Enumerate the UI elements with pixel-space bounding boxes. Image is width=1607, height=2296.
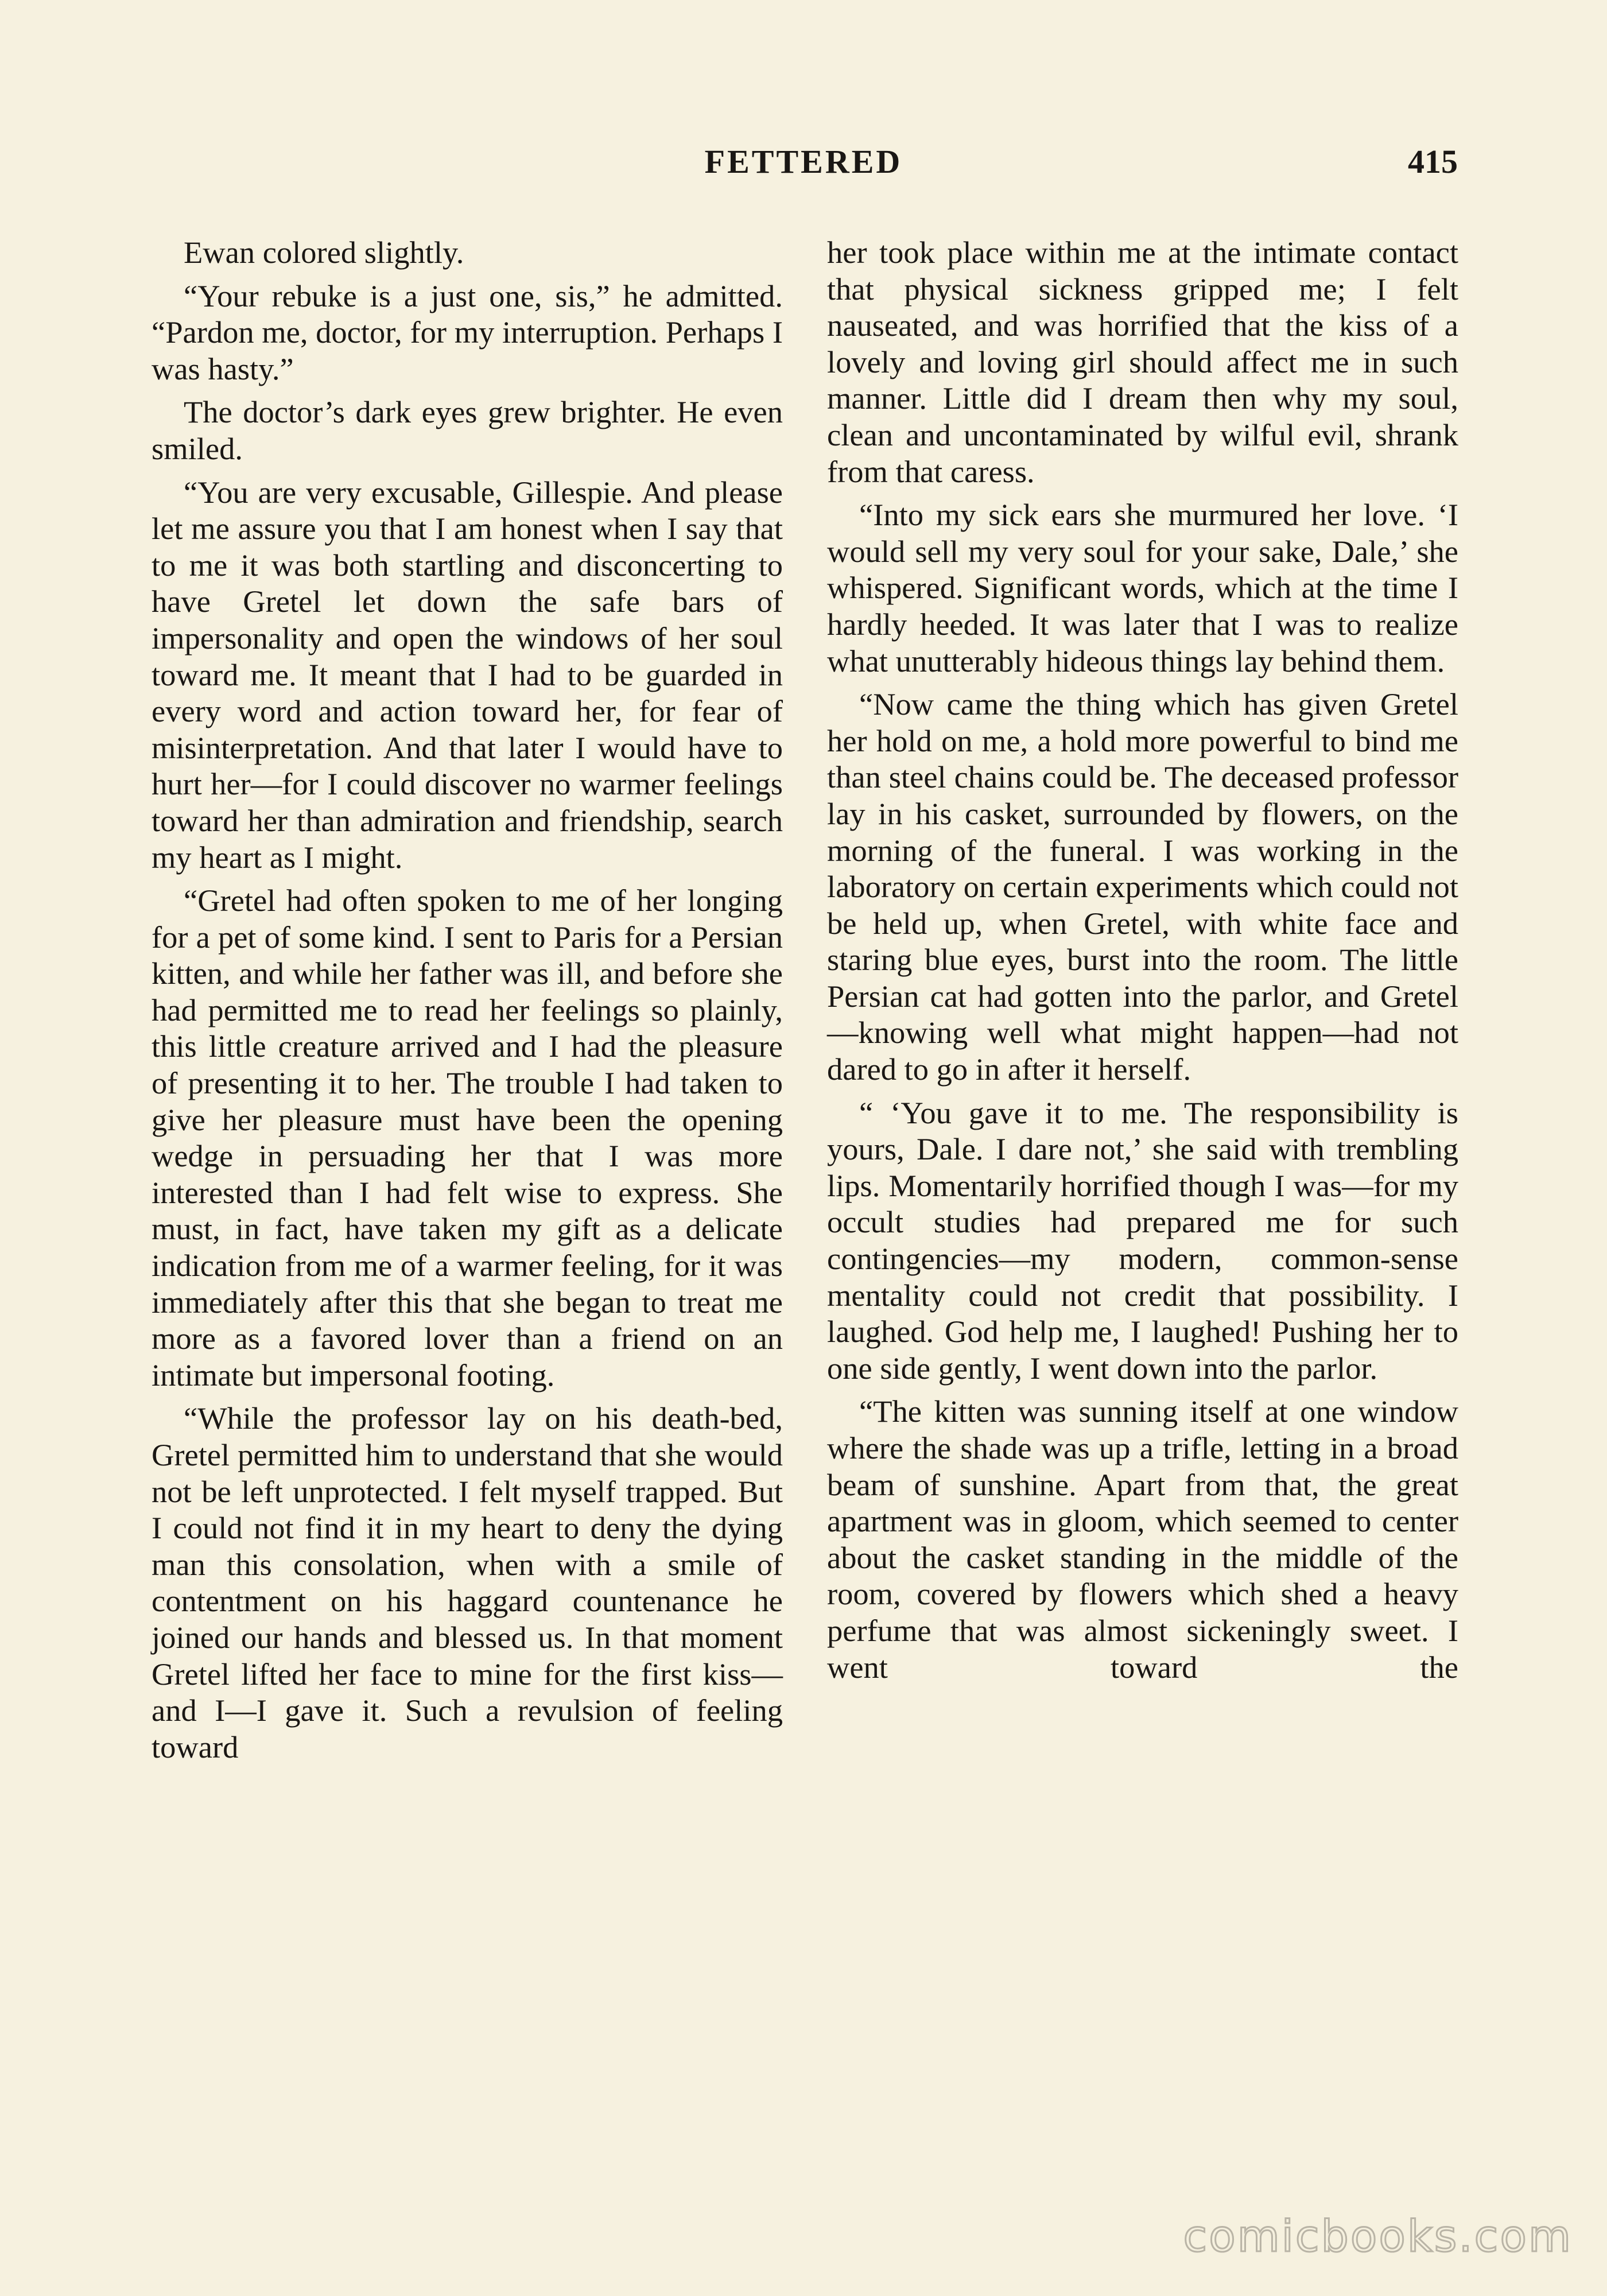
site-watermark: comicbooks.com xyxy=(1183,2210,1573,2262)
paragraph: “You are very excusable, Gillespie. And please let me assure you that I am honest when I say that to me it was both startling and disconcerting to have Gretel let down the safe bars of impersonality and open the windows of her soul toward me. It meant that I had to be guarded in every word and action toward her, for fear of misinterpretation. And that later I would have to hurt her—for I could discover no warmer feelings toward her than admiration and friendship, search my heart as I might. xyxy=(152,474,783,875)
page-number: 415 xyxy=(1408,143,1458,180)
paragraph: The doctor’s dark eyes grew brighter. He even smiled. xyxy=(152,394,783,466)
page-header xyxy=(149,142,1458,188)
paragraph: “Now came the thing which has given Gretel her hold on me, a hold more powerful to bind me than steel chains could be. The deceased professor lay in his casket, surrounded by flowers, on the morning of the funeral. I was working in the laboratory on certain experiments which could not be held up, when Gretel, with white face and staring blue eyes, burst into the room. The little Persian cat had gotten into the parlor, and Gretel—knowing well what might happen—had not dared to go in after it herself. xyxy=(827,687,1458,1087)
paragraph: “The kitten was sunning itself at one window where the shade was up a trifle, letting in a broad beam of sunshine. Apart from that, the great apartment was in gloom, which seemed to center about the casket standing in the middle of the room, covered by flowers which shed a heavy perfume that was almost sickeningly sweet. I went toward the xyxy=(827,1394,1458,1685)
paragraph: Ewan colored slightly. xyxy=(184,235,464,270)
paragraph-continued: her took place within me at the intimate contact that physical sickness gripped me; I felt nauseated, and was horrified that the kiss of a lovely and loving girl should affect me in such manner. Little did I dream then why my soul, clean and uncontaminated by wilful evil, shrank from that caress. xyxy=(827,235,1458,489)
paragraph: “Your rebuke is a just one, sis,” he admitted. “Pardon me, doctor, for my interruption. Perhaps I was hasty.” xyxy=(152,278,783,386)
paragraph: “Into my sick ears she murmured her love. ‘I would sell my very soul for your sake, Dale,’ she whispered. Significant words, which at the time I hardly heeded. It was later that I was to realize what unutterably hideous things lay behind them. xyxy=(827,497,1458,678)
left-text-column xyxy=(152,234,783,1772)
right-text-column xyxy=(827,234,1458,1692)
running-head-title: FETTERED xyxy=(704,143,903,180)
paragraph: “While the professor lay on his death-bed, Gretel permitted him to understand that she would not be left unprotected. I felt myself trapped. But I could not find it in my heart to deny the dying man this consolation, when with a smile of contentment on his haggard countenance he joined our hands and blessed us. In that moment Gretel lifted her face to mine for the first kiss—and I—I gave it. Such a revulsion of feeling toward xyxy=(152,1401,783,1764)
paragraph: “ ‘You gave it to me. The responsibility is yours, Dale. I dare not,’ she said with trembling lips. Momentarily horrified though I was—for my occult studies had prepared me for such contingencies—my modern, common-sense mentality could not credit that possibility. I laughed. God help me, I laughed! Pushing her to one side gently, I went down into the parlor. xyxy=(827,1095,1458,1386)
paragraph: “Gretel had often spoken to me of her longing for a pet of some kind. I sent to Paris for a Persian kitten, and while her father was ill, and before she had permitted me to read her feelings so plainly, this little creature arrived and I had the pleasure of presenting it to her. The trouble I had taken to give her pleasure must have been the opening wedge in persuading her that I was more interested than I had felt wise to express. She must, in fact, have taken my gift as a delicate indication from me of a warmer feeling, for it was immediately after this that she began to treat me more as a favored lover than a friend on an intimate but impersonal footing. xyxy=(152,883,783,1393)
